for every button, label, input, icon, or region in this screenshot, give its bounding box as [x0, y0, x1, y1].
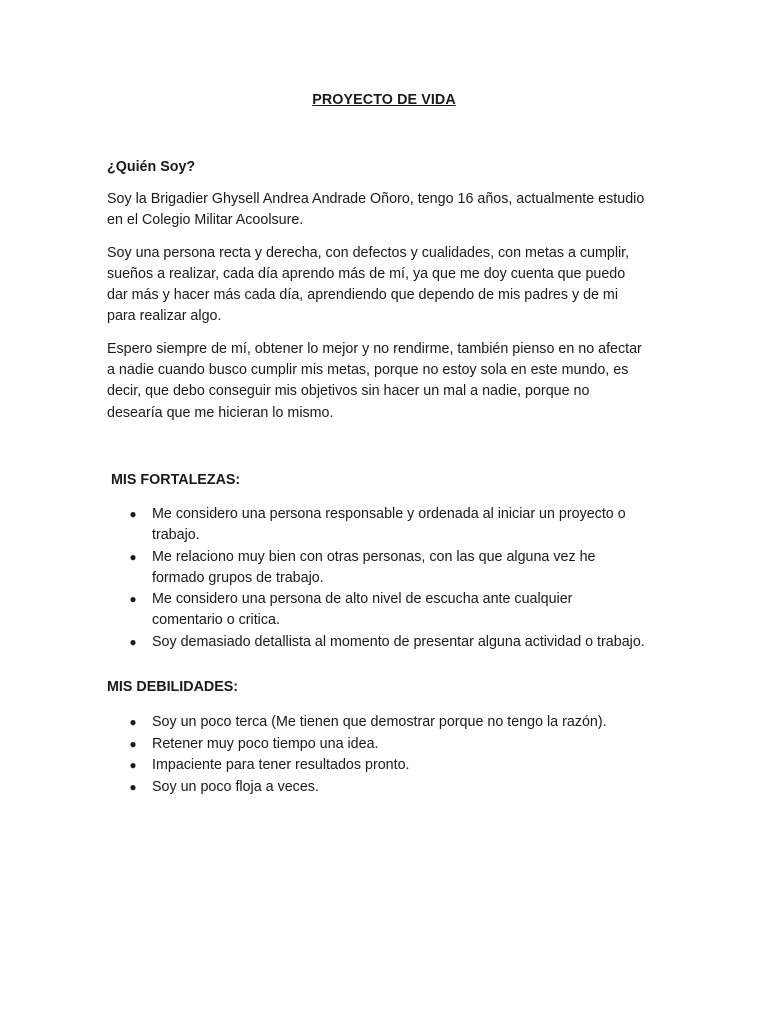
- bullet-icon: ●: [129, 736, 137, 751]
- bullet-icon: ●: [129, 506, 137, 521]
- bullet-icon: ●: [129, 715, 137, 730]
- list-item: [107, 734, 647, 756]
- list-item: [107, 712, 647, 734]
- list-item-text: Soy un poco floja a veces.: [152, 779, 319, 796]
- list-item-text: Me considero una persona responsable y ordenada al iniciar un proyecto o trabajo.: [152, 505, 626, 544]
- bullet-icon: ●: [129, 549, 137, 564]
- list-item-text: Me considero una persona de alto nivel de escucha ante cualquier comentario o critica.: [152, 591, 573, 629]
- debilidades-heading: MIS DEBILIDADES:: [107, 679, 239, 696]
- fortalezas-list: [107, 504, 647, 653]
- bullet-icon: ●: [129, 634, 137, 649]
- list-item-text: Impaciente para tener resultados pronto.: [152, 757, 410, 774]
- list-item-text: Soy demasiado detallista al momento de presentar alguna actividad o trabajo.: [152, 633, 645, 650]
- list-item: [107, 547, 647, 590]
- list-item: [107, 504, 647, 547]
- bullet-icon: ●: [129, 758, 137, 773]
- list-item-text: Retener muy poco tiempo una idea.: [152, 735, 379, 752]
- document-title: PROYECTO DE VIDA: [312, 92, 456, 108]
- paragraph-intro: Soy la Brigadier Ghysell Andrea Andrade Oñoro, tengo 16 años, actualmente estudio en el Colegio Militar Acoolsure.: [107, 191, 645, 229]
- quien-soy-heading: ¿Quién Soy?: [107, 159, 196, 175]
- bullet-icon: ●: [129, 592, 137, 607]
- paragraph-description: Soy una persona recta y derecha, con defectos y cualidades, con metas a cumplir, sueños a realizar, cada día aprendo más de mí, ya que me doy cuenta que puedo dar más y hacer más cada día, aprendiendo que dependo de mis padres y de mi para realizar algo.: [107, 244, 630, 325]
- bullet-icon: ●: [129, 780, 137, 795]
- list-item: [107, 632, 647, 653]
- paragraph-expectations: Espero siempre de mí, obtener lo mejor y no rendirme, también pienso en no afectar a nadie cuando busco cumplir mis metas, porque no estoy sola en este mundo, es decir, que debo conseguir mis objetivos sin hacer un mal a nadie, porque no desearía que me hicieran lo mismo.: [107, 340, 642, 421]
- list-item-text: Me relaciono muy bien con otras personas, con las que alguna vez he formado grupos de trabajo.: [152, 548, 596, 586]
- document-body: [107, 157, 647, 799]
- debilidades-list: [107, 712, 647, 799]
- fortalezas-heading: MIS FORTALEZAS:: [111, 471, 241, 488]
- list-item: [107, 777, 647, 799]
- list-item: [107, 755, 647, 777]
- list-item-text: Soy un poco terca (Me tienen que demostrar porque no tengo la razón).: [152, 714, 607, 731]
- list-item: [107, 589, 647, 632]
